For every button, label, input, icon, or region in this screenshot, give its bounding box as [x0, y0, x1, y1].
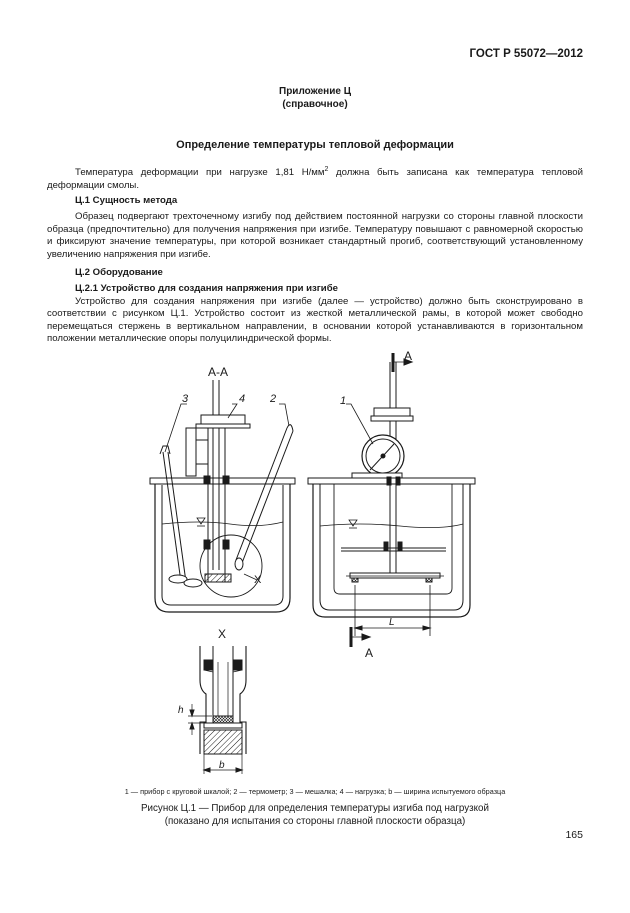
figure-caption	[47, 803, 583, 828]
label-l: L	[389, 617, 395, 628]
page-number: 165	[565, 829, 583, 841]
label-1: 1	[340, 395, 347, 407]
annex-subtitle: (справочное)	[282, 99, 348, 110]
annex-heading	[47, 85, 583, 111]
intro-text-before: Температура деформации при нагрузке 1,81 Н/мм	[75, 167, 325, 179]
section-2-1-text: Устройство для создания напряжения при изгибе (далее — устройство) должно быть сконструировано в соответствии с рисунком Ц.1. Устройство состоит из жесткой металлической рамы, в которой может свободно перемещаться стержень в вертикальном направлении, в основании которой устанавливаются в горизонтальном положении металлические опоры полуцилиндрической формы.	[47, 295, 583, 345]
label-detail-x: X	[254, 574, 262, 586]
intro-paragraph	[47, 164, 583, 192]
label-x-detail: X	[218, 627, 227, 641]
label-h: h	[178, 705, 184, 716]
figure-caption-note: (показано для испытания со стороны главной плоскости образца)	[164, 815, 466, 827]
section-1	[47, 195, 583, 261]
figure-apparatus	[0, 350, 630, 782]
figure-legend: 1 — прибор с круговой шкалой; 2 — термометр; 3 — мешалка; 4 — нагрузка; b — ширина испытуемого образца	[124, 787, 506, 796]
detail-x	[178, 627, 246, 774]
label-4: 4	[239, 393, 246, 405]
label-a-bottom: А	[365, 646, 374, 660]
standard-number: ГОСТ Р 55072—2012	[469, 48, 583, 60]
section-view	[150, 365, 295, 612]
figure-caption-title: Рисунок Ц.1 — Прибор для определения температуры изгиба под нагрузкой	[141, 803, 489, 814]
intro-superscript: 2	[324, 166, 329, 173]
section-1-heading: Ц.1 Сущность метода	[75, 195, 178, 206]
label-b: b	[219, 760, 225, 771]
section-2-1-heading: Ц.2.1 Устройство для создания напряжения при изгибе	[75, 283, 338, 295]
front-view	[308, 350, 475, 660]
section-2	[47, 267, 583, 345]
label-2: 2	[270, 393, 277, 405]
document-title: Определение температуры тепловой деформации	[176, 139, 454, 151]
section-1-text: Образец подвергают трехточечному изгибу под действием постоянной нагрузки со стороны главной плоскости образца (предпочтительно) для получения напряжения при изгибе. Температуру повышают с равномерной скоростью и фиксируют значение температуры, при которой возникает стандартный прогиб, соответствующий установленному увеличению напряжения при изгибе.	[47, 211, 583, 260]
annex-title: Приложение Ц	[279, 86, 351, 97]
label-a-top: А	[404, 350, 413, 363]
intro-text-after: должна быть записана как температура тепловой деформации смолы.	[47, 167, 583, 191]
section-2-heading: Ц.2 Оборудование	[75, 267, 163, 278]
label-3: 3	[182, 393, 189, 405]
label-section-aa: А-А	[208, 365, 229, 379]
